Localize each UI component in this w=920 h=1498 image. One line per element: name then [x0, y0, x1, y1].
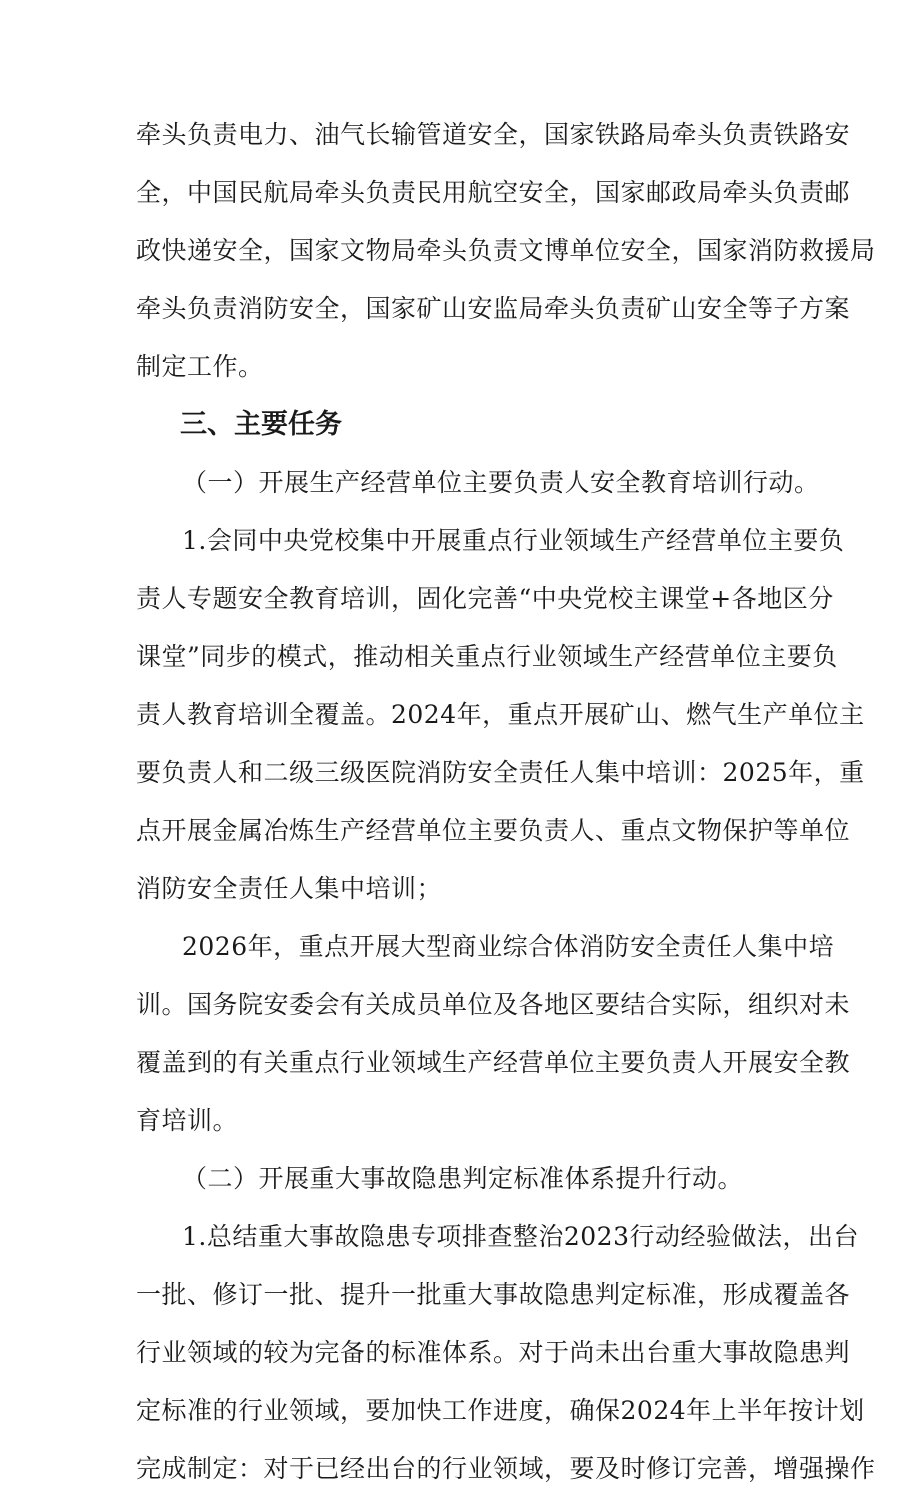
text-line: 牵头负责电力、油气长输管道安全，国家铁路局牵头负责铁路安 — [136, 120, 851, 149]
paragraph — [136, 106, 876, 396]
text-line: 责人专题安全教育培训，固化完善“中央党校主课堂+各地区分 — [136, 584, 834, 613]
paragraph — [136, 918, 851, 1150]
document-page — [136, 106, 876, 1498]
heading-text: 三、主要任务 — [180, 409, 342, 440]
text-line: 行业领域的较为完备的标准体系。对于尚未出台重大事故隐患判 — [136, 1338, 851, 1367]
text-line: 牵头负责消防安全，国家矿山安监局牵头负责矿山安全等子方案 — [136, 294, 851, 323]
text-line: 全，中国民航局牵头负责民用航空安全，国家邮政局牵头负责邮 — [136, 178, 851, 207]
text-line: 定标准的行业领域，要加快工作进度，确保2024年上半年按计划 — [136, 1396, 865, 1425]
text-line: 完成制定：对于已经出台的行业领域，要及时修订完善，增强操作 — [136, 1454, 876, 1483]
text-line: 1.会同中央党校集中开展重点行业领域生产经营单位主要负 — [182, 526, 845, 555]
text-line: 要负责人和二级三级医院消防安全责任人集中培训：2025年，重 — [136, 758, 865, 787]
subsection-heading — [136, 1150, 796, 1208]
text-line: 一批、修订一批、提升一批重大事故隐患判定标准，形成覆盖各 — [136, 1280, 851, 1309]
text-line: 覆盖到的有关重点行业领域生产经营单位主要负责人开展安全教 — [136, 1048, 851, 1077]
text-line: 消防安全责任人集中培训； — [136, 874, 443, 903]
text-line: 点开展金属冶炼生产经营单位主要负责人、重点文物保护等单位 — [136, 816, 851, 845]
text-line: 育培训。 — [136, 1106, 239, 1135]
paragraph — [136, 1208, 876, 1498]
paragraph — [136, 512, 865, 918]
text-line: 训。国务院安委会有关成员单位及各地区要结合实际，组织对未 — [136, 990, 851, 1019]
subheading-text: （二）开展重大事故隐患判定标准体系提升行动。 — [182, 1164, 744, 1193]
text-line: 1.总结重大事故隐患专项排查整治2023行动经验做法，出台 — [182, 1222, 859, 1251]
subheading-text: （一）开展生产经营单位主要负责人安全教育培训行动。 — [182, 468, 820, 497]
text-line: 制定工作。 — [136, 352, 264, 381]
text-line: 课堂”同步的模式，推动相关重点行业领域生产经营单位主要负 — [136, 642, 838, 671]
text-line: 政快递安全，国家文物局牵头负责文博单位安全，国家消防救援局 — [136, 236, 876, 265]
text-line: 责人教育培训全覆盖。2024年，重点开展矿山、燃气生产单位主 — [136, 700, 865, 729]
subsection-heading — [136, 454, 820, 512]
section-heading — [136, 396, 796, 454]
text-line: 2026年，重点开展大型商业综合体消防安全责任人集中培 — [182, 932, 835, 961]
